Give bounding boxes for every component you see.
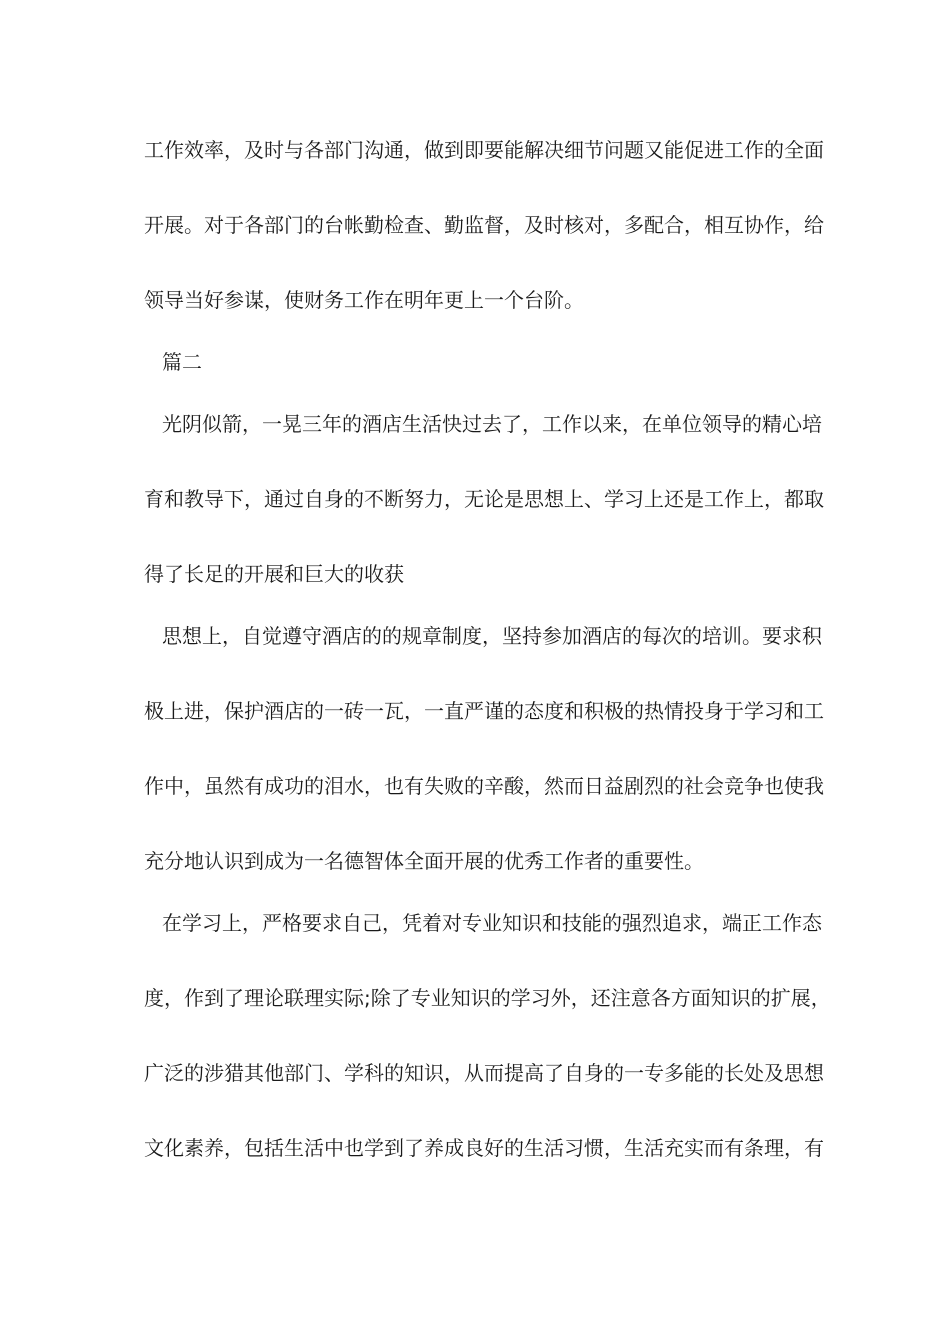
paragraph-line: 在学习上，严格要求自己，凭着对专业知识和技能的强烈追求，端正工作态 bbox=[162, 911, 822, 935]
paragraph-line: 思想上，自觉遵守酒店的的规章制度，坚持参加酒店的每次的培训。要求积 bbox=[162, 624, 822, 648]
paragraph-line: 度，作到了理论联理实际;除了专业知识的学习外，还注意各方面知识的扩展， bbox=[144, 986, 831, 1010]
paragraph-line: 育和教导下，通过自身的不断努力，无论是思想上、学习上还是工作上，都取 bbox=[144, 487, 824, 511]
paragraph-line: 得了长足的开展和巨大的收获 bbox=[144, 562, 404, 586]
paragraph-line: 文化素养，包括生活中也学到了养成良好的生活习惯，生活充实而有条理，有 bbox=[144, 1136, 824, 1160]
paragraph-line: 领导当好参谋，使财务工作在明年更上一个台阶。 bbox=[144, 288, 584, 312]
paragraph-line: 工作效率，及时与各部门沟通，做到即要能解决细节问题又能促进工作的全面 bbox=[144, 138, 824, 162]
section-heading: 篇二 bbox=[162, 350, 202, 374]
paragraph-line: 广泛的涉猎其他部门、学科的知识，从而提高了自身的一专多能的长处及思想 bbox=[144, 1061, 824, 1085]
paragraph-line: 光阴似箭，一晃三年的酒店生活快过去了，工作以来，在单位领导的精心培 bbox=[162, 412, 822, 436]
paragraph-line: 充分地认识到成为一名德智体全面开展的优秀工作者的重要性。 bbox=[144, 849, 704, 873]
paragraph-line: 开展。对于各部门的台帐勤检查、勤监督，及时核对，多配合，相互协作，给 bbox=[144, 213, 824, 237]
paragraph-line: 极上进，保护酒店的一砖一瓦，一直严谨的态度和积极的热情投身于学习和工 bbox=[144, 699, 824, 723]
paragraph-line: 作中，虽然有成功的泪水，也有失败的辛酸，然而日益剧烈的社会竞争也使我 bbox=[144, 774, 824, 798]
